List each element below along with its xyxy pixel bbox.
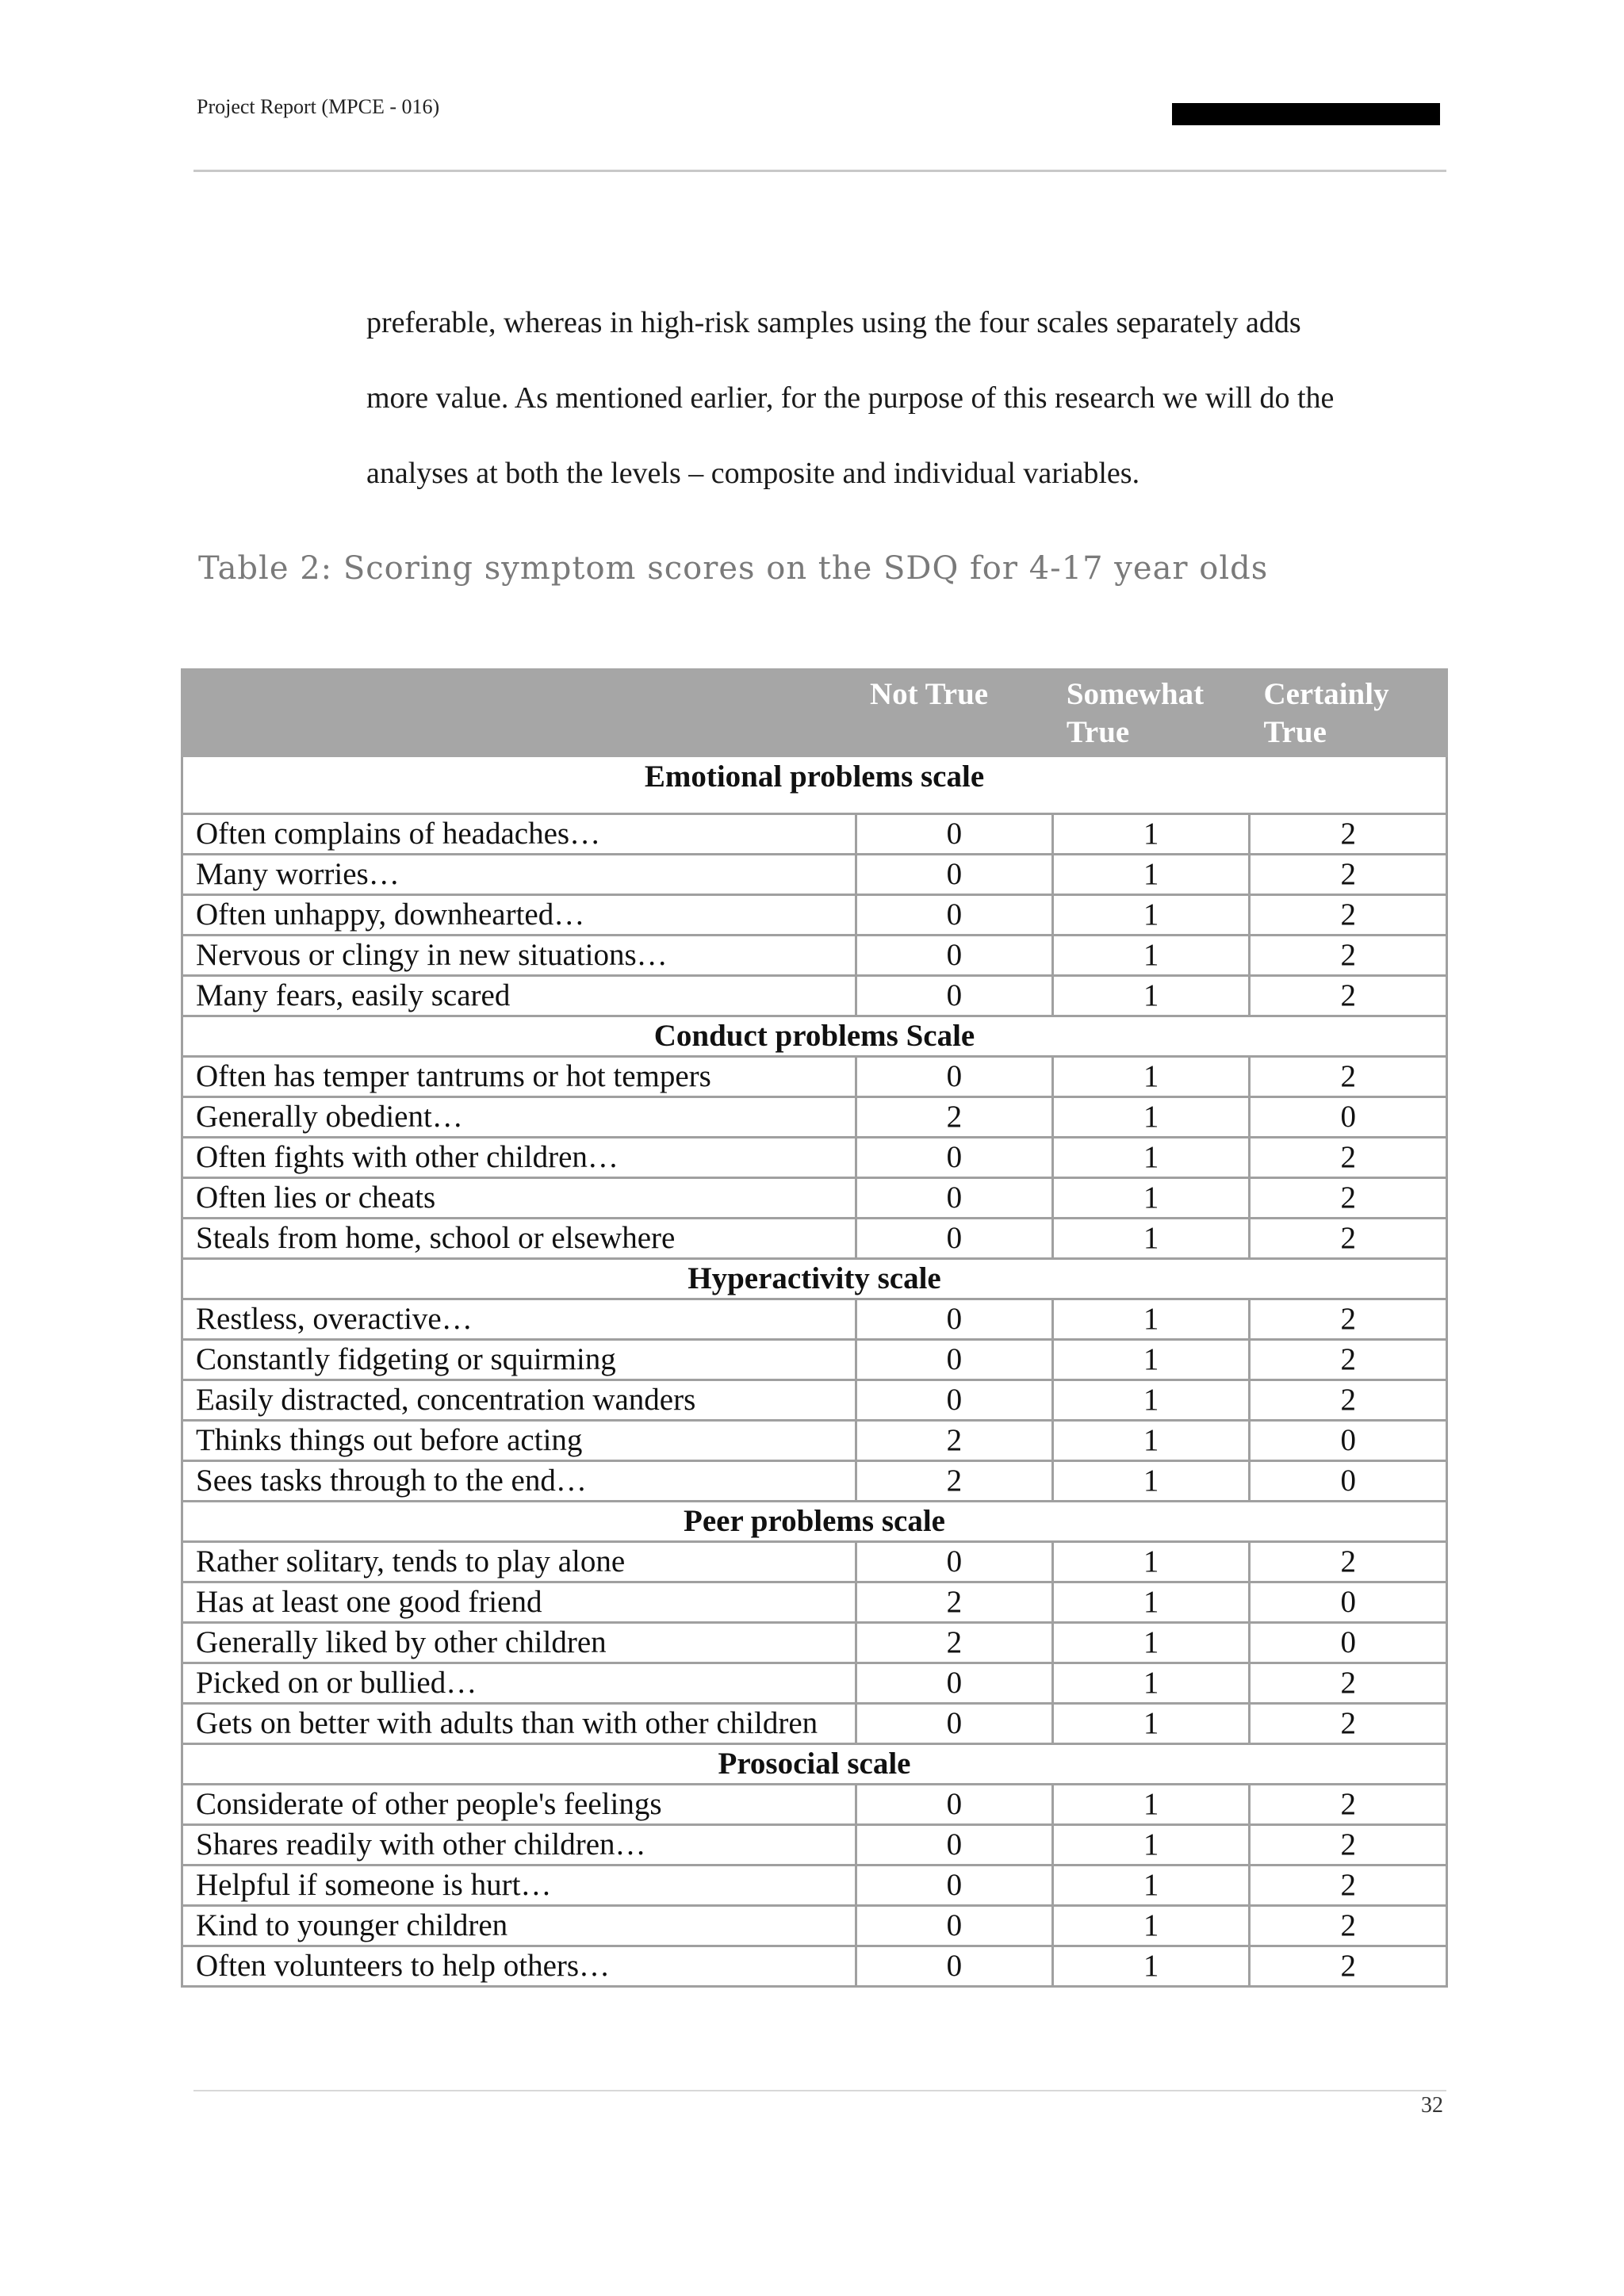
- table-row: [182, 895, 1447, 936]
- score-cell: 0: [856, 1057, 1052, 1097]
- score-cell: 2: [856, 1461, 1052, 1502]
- table-row: [182, 1785, 1447, 1825]
- section-title: Emotional problems scale: [182, 756, 1447, 814]
- score-cell: 2: [1250, 1785, 1447, 1825]
- footer-divider: [193, 2090, 1446, 2091]
- section-row: [182, 756, 1447, 814]
- score-cell: 0: [856, 1946, 1052, 1987]
- item-label: Constantly fidgeting or squirming: [182, 1340, 856, 1380]
- score-cell: 1: [1052, 1542, 1250, 1582]
- score-cell: 2: [1250, 1825, 1447, 1866]
- score-cell: 1: [1052, 936, 1250, 976]
- body-line: preferable, whereas in high-risk samples using the four scales separately adds: [366, 306, 1301, 339]
- score-cell: 1: [1052, 1906, 1250, 1946]
- score-cell: 2: [1250, 1704, 1447, 1744]
- score-cell: 0: [856, 1542, 1052, 1582]
- score-cell: 2: [1250, 814, 1447, 855]
- redaction-bar: [1172, 103, 1440, 125]
- body-paragraph: [366, 285, 1445, 511]
- score-cell: 1: [1052, 1340, 1250, 1380]
- table-row: [182, 814, 1447, 855]
- table-row: [182, 1825, 1447, 1866]
- item-label: Gets on better with adults than with other children: [182, 1704, 856, 1744]
- score-cell: 1: [1052, 1380, 1250, 1421]
- item-label: Many worries…: [182, 855, 856, 895]
- score-cell: 1: [1052, 1461, 1250, 1502]
- score-cell: 2: [1250, 1542, 1447, 1582]
- body-line: analyses at both the levels – composite and individual variables.: [366, 457, 1140, 490]
- score-cell: 1: [1052, 1097, 1250, 1138]
- page-number: 32: [1421, 2093, 1443, 2118]
- score-cell: 0: [856, 1340, 1052, 1380]
- report-header-title: Project Report (MPCE - 016): [197, 95, 440, 118]
- sdq-scoring-table: [181, 668, 1448, 1988]
- item-label: Many fears, easily scared: [182, 976, 856, 1016]
- score-cell: 0: [856, 936, 1052, 976]
- item-label: Sees tasks through to the end…: [182, 1461, 856, 1502]
- item-label: Restless, overactive…: [182, 1299, 856, 1340]
- column-header-not-true: Not True: [856, 670, 1052, 756]
- table-caption: Table 2: Scoring symptom scores on the SDQ for 4-17 year olds: [198, 550, 1269, 587]
- table-row: [182, 1461, 1447, 1502]
- score-cell: 0: [1250, 1421, 1447, 1461]
- table-row: [182, 1299, 1447, 1340]
- header-corner-cell: [182, 670, 856, 756]
- section-title: Hyperactivity scale: [182, 1259, 1447, 1299]
- score-cell: 0: [1250, 1461, 1447, 1502]
- score-cell: 2: [1250, 1946, 1447, 1987]
- score-cell: 1: [1052, 1178, 1250, 1219]
- score-cell: 1: [1052, 1825, 1250, 1866]
- column-header-certainly-true: Certainly True: [1250, 670, 1447, 756]
- item-label: Often unhappy, downhearted…: [182, 895, 856, 936]
- table-row: [182, 1219, 1447, 1259]
- item-label: Easily distracted, concentration wanders: [182, 1380, 856, 1421]
- score-cell: 1: [1052, 1946, 1250, 1987]
- table-row: [182, 1340, 1447, 1380]
- section-title: Peer problems scale: [182, 1502, 1447, 1542]
- item-label: Nervous or clingy in new situations…: [182, 936, 856, 976]
- score-cell: 2: [856, 1623, 1052, 1663]
- score-cell: 1: [1052, 1219, 1250, 1259]
- item-label: Picked on or bullied…: [182, 1663, 856, 1704]
- item-label: Rather solitary, tends to play alone: [182, 1542, 856, 1582]
- score-cell: 1: [1052, 1421, 1250, 1461]
- score-cell: 2: [856, 1582, 1052, 1623]
- score-cell: 0: [856, 1866, 1052, 1906]
- body-line: more value. As mentioned earlier, for the purpose of this research we will do the: [366, 381, 1335, 415]
- score-cell: 0: [856, 1704, 1052, 1744]
- score-cell: 0: [856, 1138, 1052, 1178]
- score-cell: 2: [1250, 1906, 1447, 1946]
- score-cell: 1: [1052, 1138, 1250, 1178]
- score-cell: 0: [856, 1825, 1052, 1866]
- score-cell: 1: [1052, 1663, 1250, 1704]
- score-cell: 1: [1052, 1299, 1250, 1340]
- score-cell: 2: [1250, 1138, 1447, 1178]
- score-cell: 2: [1250, 855, 1447, 895]
- item-label: Often fights with other children…: [182, 1138, 856, 1178]
- item-label: Often complains of headaches…: [182, 814, 856, 855]
- score-cell: 0: [856, 855, 1052, 895]
- score-cell: 0: [856, 1380, 1052, 1421]
- item-label: Thinks things out before acting: [182, 1421, 856, 1461]
- table-row: [182, 1057, 1447, 1097]
- table-row: [182, 1663, 1447, 1704]
- score-cell: 0: [856, 1663, 1052, 1704]
- score-cell: 0: [1250, 1097, 1447, 1138]
- score-cell: 2: [856, 1421, 1052, 1461]
- item-label: Generally liked by other children: [182, 1623, 856, 1663]
- item-label: Often lies or cheats: [182, 1178, 856, 1219]
- item-label: Shares readily with other children…: [182, 1825, 856, 1866]
- item-label: Has at least one good friend: [182, 1582, 856, 1623]
- column-header-somewhat-true: Somewhat True: [1052, 670, 1250, 756]
- table-row: [182, 1866, 1447, 1906]
- score-cell: 0: [856, 1219, 1052, 1259]
- item-label: Kind to younger children: [182, 1906, 856, 1946]
- score-cell: 2: [1250, 936, 1447, 976]
- score-cell: 1: [1052, 976, 1250, 1016]
- score-cell: 0: [856, 1299, 1052, 1340]
- table-header-row: [182, 670, 1447, 756]
- table-row: [182, 1138, 1447, 1178]
- score-cell: 2: [1250, 1866, 1447, 1906]
- score-cell: 0: [856, 1178, 1052, 1219]
- score-cell: 2: [1250, 976, 1447, 1016]
- score-cell: 0: [856, 1785, 1052, 1825]
- score-cell: 0: [856, 1906, 1052, 1946]
- score-cell: 1: [1052, 1623, 1250, 1663]
- table-row: [182, 1178, 1447, 1219]
- table-row: [182, 1380, 1447, 1421]
- score-cell: 2: [1250, 895, 1447, 936]
- score-cell: 1: [1052, 1582, 1250, 1623]
- section-row: [182, 1502, 1447, 1542]
- table-row: [182, 1582, 1447, 1623]
- table-row: [182, 855, 1447, 895]
- table-row: [182, 1906, 1447, 1946]
- score-cell: 2: [1250, 1380, 1447, 1421]
- item-label: Helpful if someone is hurt…: [182, 1866, 856, 1906]
- table-row: [182, 976, 1447, 1016]
- section-title: Conduct problems Scale: [182, 1016, 1447, 1057]
- score-cell: 1: [1052, 1704, 1250, 1744]
- score-cell: 0: [856, 976, 1052, 1016]
- table-row: [182, 1421, 1447, 1461]
- score-cell: 0: [856, 895, 1052, 936]
- section-row: [182, 1744, 1447, 1785]
- score-cell: 0: [1250, 1623, 1447, 1663]
- score-cell: 2: [1250, 1219, 1447, 1259]
- score-cell: 0: [1250, 1582, 1447, 1623]
- score-cell: 2: [1250, 1178, 1447, 1219]
- score-cell: 2: [1250, 1340, 1447, 1380]
- score-cell: 2: [1250, 1057, 1447, 1097]
- table-row: [182, 1097, 1447, 1138]
- item-label: Generally obedient…: [182, 1097, 856, 1138]
- section-row: [182, 1259, 1447, 1299]
- header-divider: [193, 170, 1446, 172]
- table-row: [182, 1704, 1447, 1744]
- table-row: [182, 936, 1447, 976]
- score-cell: 1: [1052, 1057, 1250, 1097]
- item-label: Often volunteers to help others…: [182, 1946, 856, 1987]
- item-label: Often has temper tantrums or hot tempers: [182, 1057, 856, 1097]
- score-cell: 1: [1052, 1866, 1250, 1906]
- table-row: [182, 1623, 1447, 1663]
- table-body: [182, 756, 1447, 1987]
- score-cell: 2: [856, 1097, 1052, 1138]
- section-row: [182, 1016, 1447, 1057]
- score-cell: 2: [1250, 1663, 1447, 1704]
- score-cell: 2: [1250, 1299, 1447, 1340]
- score-cell: 1: [1052, 895, 1250, 936]
- score-cell: 0: [856, 814, 1052, 855]
- table-row: [182, 1946, 1447, 1987]
- score-cell: 1: [1052, 855, 1250, 895]
- item-label: Considerate of other people's feelings: [182, 1785, 856, 1825]
- table-row: [182, 1542, 1447, 1582]
- score-cell: 1: [1052, 814, 1250, 855]
- score-cell: 1: [1052, 1785, 1250, 1825]
- item-label: Steals from home, school or elsewhere: [182, 1219, 856, 1259]
- section-title: Prosocial scale: [182, 1744, 1447, 1785]
